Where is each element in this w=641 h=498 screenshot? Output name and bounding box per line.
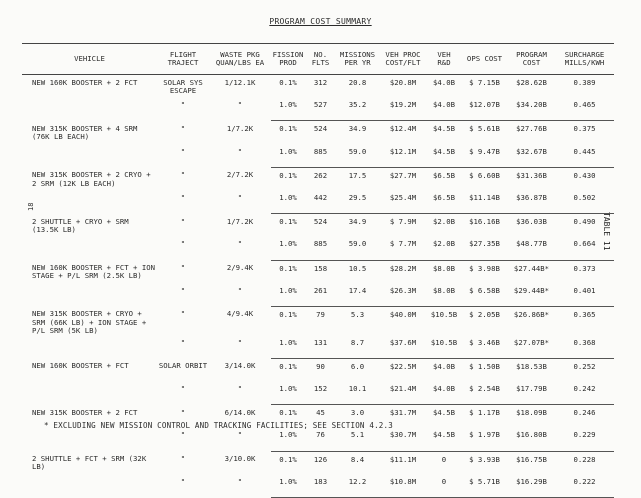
flights-cell: 90	[316, 361, 325, 371]
flight-traject-cell: SOLAR SYS ESCAPE	[163, 78, 203, 96]
table-row	[22, 214, 614, 238]
fission-cell: 1.0%	[271, 284, 305, 307]
waste-pkg-cell: "	[237, 239, 243, 249]
table-row	[22, 191, 614, 214]
flights-cell: 527	[305, 98, 336, 121]
flights-cell: 885	[305, 145, 336, 168]
ops-cost-cell: $16.16B	[469, 217, 500, 227]
table-row	[22, 75, 614, 99]
waste-pkg-cell: "	[237, 430, 243, 440]
header-missions: MISSIONS PER YR	[339, 49, 376, 67]
program-cost-cell: $27.07B*	[508, 336, 555, 359]
flight-traject-cell: "	[180, 337, 186, 347]
program-cost-cell: $27.76B	[516, 124, 547, 134]
veh-proc-cell: $22.5M	[389, 361, 417, 371]
vehicle-cell	[22, 428, 157, 451]
veh-rd-cell: $10.5B	[427, 336, 461, 359]
veh-proc-cell: $19.2M	[379, 98, 427, 121]
program-cost-cell: $28.62B	[516, 78, 547, 87]
waste-pkg-cell: "	[237, 285, 243, 295]
header-vehicle: VEHICLE	[74, 53, 105, 63]
waste-pkg-cell: "	[237, 383, 243, 393]
missions-cell: 17.4	[336, 284, 379, 307]
veh-rd-cell: $8.0B	[427, 284, 461, 307]
missions-cell: 6.0	[350, 361, 365, 371]
vehicle-cell: NEW 315K BOOSTER + CRYO + SRM (66K LB) + ION STAGE + P/L SRM (5K LB)	[32, 309, 147, 336]
veh-proc-cell: $ 7.9M	[389, 217, 417, 227]
surcharge-cell: 0.222	[555, 475, 614, 498]
ops-cost-cell: $12.07B	[461, 98, 508, 121]
flight-traject-cell: "	[180, 170, 186, 180]
missions-cell: 59.0	[336, 145, 379, 168]
ops-cost-cell: $ 6.60B	[469, 170, 500, 180]
veh-rd-cell: 0	[441, 454, 447, 464]
surcharge-cell: 0.229	[555, 428, 614, 451]
veh-proc-cell: $27.7M	[389, 170, 417, 180]
flights-cell: 885	[305, 237, 336, 260]
vehicle-cell: NEW 315K BOOSTER + 4 SRM (76K LB EACH)	[32, 123, 138, 142]
program-cost-cell: $18.53B	[516, 361, 547, 371]
table-number-label: TABLE 11	[602, 212, 611, 251]
veh-proc-cell: $12.1M	[379, 145, 427, 168]
vehicle-cell	[22, 382, 157, 405]
ops-cost-cell: $ 9.47B	[461, 145, 508, 168]
header-veh-proc: VEH PROC COST/FLT	[385, 49, 421, 67]
missions-cell: 10.5	[348, 263, 367, 273]
flight-traject-cell: "	[180, 476, 186, 486]
veh-proc-cell: $26.3M	[379, 284, 427, 307]
flight-traject-cell: SOLAR ORBIT	[158, 361, 208, 371]
program-cost-cell: $16.29B	[508, 475, 555, 498]
waste-pkg-cell: 3/14.0K	[224, 361, 256, 371]
table-row	[22, 428, 614, 451]
fission-cell: 0.1%	[279, 78, 297, 87]
flight-traject-cell: "	[180, 263, 186, 272]
flights-cell: 158	[313, 263, 328, 273]
missions-cell: 34.9	[348, 217, 367, 227]
ops-cost-cell: $ 7.15B	[469, 78, 500, 87]
flights-cell: 524	[313, 124, 328, 134]
surcharge-cell: 0.490	[573, 217, 596, 227]
vehicle-cell	[22, 237, 157, 260]
veh-proc-cell: $12.4M	[389, 124, 417, 134]
ops-cost-cell: $ 1.50B	[469, 361, 500, 371]
flight-traject-cell: "	[180, 407, 186, 417]
header-waste-pkg: WASTE PKG QUAN/LBS EA	[215, 49, 265, 67]
table-row	[22, 237, 614, 260]
flights-cell: 183	[305, 475, 336, 498]
vehicle-cell: NEW 160K BOOSTER + FCT	[32, 361, 129, 371]
veh-proc-cell: $25.4M	[379, 191, 427, 214]
header-row	[22, 44, 614, 75]
flights-cell: 76	[305, 428, 336, 451]
surcharge-cell: 0.228	[573, 454, 596, 464]
vehicle-cell: NEW 160K BOOSTER + FCT + ION STAGE + P/L SRM (2.5K LB)	[32, 263, 156, 281]
waste-pkg-cell: "	[237, 476, 243, 486]
veh-rd-cell: $4.5B	[427, 145, 461, 168]
flight-traject-cell: "	[180, 192, 186, 202]
table-row	[22, 306, 614, 335]
flights-cell: 126	[313, 454, 328, 464]
ops-cost-cell: $ 5.71B	[461, 475, 508, 498]
veh-proc-cell: $37.6M	[379, 336, 427, 359]
fission-cell: 1.0%	[271, 237, 305, 260]
fission-cell: 1.0%	[271, 382, 305, 405]
flight-traject-cell: "	[180, 309, 186, 319]
program-cost-cell: $34.20B	[508, 98, 555, 121]
veh-rd-cell: $2.0B	[427, 237, 461, 260]
surcharge-cell: 0.445	[555, 145, 614, 168]
flights-cell: 45	[316, 408, 325, 418]
surcharge-cell: 0.365	[573, 309, 596, 319]
missions-cell: 5.3	[350, 309, 365, 319]
veh-rd-cell: 0	[427, 475, 461, 498]
veh-rd-cell: $6.5B	[427, 191, 461, 214]
missions-cell: 17.5	[348, 170, 367, 180]
vehicle-cell	[22, 475, 157, 498]
veh-proc-cell: $20.8M	[389, 78, 417, 87]
surcharge-cell: 0.389	[573, 78, 596, 87]
fission-cell: 1.0%	[271, 145, 305, 168]
veh-proc-cell: $40.0M	[389, 309, 417, 319]
waste-pkg-cell: 1/7.2K	[226, 123, 254, 133]
header-flight-traject: FLIGHT TRAJECT	[167, 49, 199, 67]
table-row	[22, 145, 614, 168]
flights-cell: 261	[305, 284, 336, 307]
surcharge-cell: 0.430	[573, 170, 596, 180]
table-row	[22, 358, 614, 382]
waste-pkg-cell: 2/7.2K	[226, 170, 254, 180]
missions-cell: 59.0	[336, 237, 379, 260]
waste-pkg-cell: 1/7.2K	[226, 216, 254, 226]
flights-cell: 442	[305, 191, 336, 214]
veh-rd-cell: $8.0B	[433, 263, 455, 273]
veh-proc-cell: $31.7M	[389, 408, 417, 418]
veh-proc-cell: $11.1M	[389, 454, 417, 464]
veh-rd-cell: $10.5B	[430, 309, 458, 319]
vehicle-cell: 2 SHUTTLE + CRYO + SRM (13.5K LB)	[32, 216, 129, 235]
surcharge-cell: 0.375	[573, 124, 596, 134]
program-cost-cell: $26.86B*	[513, 309, 550, 319]
fission-cell: 1.0%	[271, 191, 305, 214]
program-cost-cell: $17.79B	[508, 382, 555, 405]
ops-cost-cell: $ 3.46B	[461, 336, 508, 359]
ops-cost-cell: $ 1.17B	[469, 408, 500, 418]
ops-cost-cell: $ 5.61B	[469, 124, 500, 134]
surcharge-cell: 0.502	[555, 191, 614, 214]
flight-traject-cell: "	[180, 216, 186, 226]
veh-rd-cell: $2.0B	[433, 217, 455, 227]
surcharge-cell: 0.242	[555, 382, 614, 405]
header-veh-rd: VEH R&D	[437, 49, 451, 67]
missions-cell: 12.2	[336, 475, 379, 498]
footnote: * EXCLUDING NEW MISSION CONTROL AND TRACKING FACILITIES; SEE SECTION 4.2.3	[44, 421, 393, 430]
program-cost-cell: $18.09B	[516, 408, 547, 418]
ops-cost-cell: $ 3.98B	[469, 263, 500, 273]
program-cost-cell: $16.80B	[508, 428, 555, 451]
flight-traject-cell: "	[180, 383, 186, 393]
fission-cell: 0.1%	[279, 361, 297, 371]
waste-pkg-cell: "	[237, 146, 243, 156]
header-ops-cost: OPS COST	[466, 53, 503, 63]
program-cost-cell: $27.44B*	[513, 263, 550, 273]
page-title: PROGRAM COST SUMMARY	[269, 17, 372, 26]
surcharge-cell: 0.465	[555, 98, 614, 121]
fission-cell: 0.1%	[279, 309, 297, 319]
veh-rd-cell: $6.5B	[433, 170, 455, 180]
vehicle-cell: NEW 315K BOOSTER + 2 CRYO + 2 SRM (12K LB EACH)	[32, 170, 151, 188]
fission-cell: 0.1%	[279, 217, 297, 227]
missions-cell: 3.0	[350, 408, 365, 418]
surcharge-cell: 0.246	[573, 408, 596, 418]
waste-pkg-cell: "	[237, 192, 243, 202]
surcharge-cell: 0.664	[555, 237, 614, 260]
program-cost-cell: $48.77B	[508, 237, 555, 260]
vehicle-cell	[22, 145, 157, 168]
fission-cell: 1.0%	[271, 475, 305, 498]
program-cost-cell: $36.03B	[516, 217, 547, 227]
vehicle-cell	[22, 191, 157, 214]
ops-cost-cell: $ 2.05B	[469, 309, 500, 319]
table-row	[22, 98, 614, 121]
flights-cell: 524	[313, 217, 328, 227]
ops-cost-cell: $ 6.58B	[461, 284, 508, 307]
surcharge-cell: 0.252	[573, 361, 596, 371]
waste-pkg-cell: "	[237, 337, 243, 347]
table-row	[22, 260, 614, 284]
vehicle-cell	[22, 336, 157, 359]
header-fission-prod: FISSION PROD	[272, 49, 304, 67]
missions-cell: 20.8	[348, 78, 367, 87]
veh-proc-cell: $28.2M	[389, 263, 417, 273]
flight-traject-cell: "	[180, 285, 186, 295]
table-row	[22, 167, 614, 191]
veh-proc-cell: $ 7.7M	[379, 237, 427, 260]
table-row	[22, 382, 614, 405]
table-row	[22, 121, 614, 145]
table-row	[22, 475, 614, 498]
ops-cost-cell: $ 2.54B	[461, 382, 508, 405]
flight-traject-cell: "	[180, 100, 186, 110]
ops-cost-cell: $27.35B	[461, 237, 508, 260]
veh-rd-cell: $4.0B	[433, 361, 455, 371]
ops-cost-cell: $ 3.93B	[469, 454, 500, 464]
missions-cell: 35.2	[336, 98, 379, 121]
flight-traject-cell: "	[180, 454, 186, 464]
vehicle-cell: NEW 160K BOOSTER + 2 FCT	[32, 78, 138, 87]
flight-traject-cell: "	[180, 239, 186, 249]
table-body	[22, 75, 614, 498]
vehicle-cell: 2 SHUTTLE + FCT + SRM (32K LB)	[32, 454, 147, 472]
waste-pkg-cell: 3/10.0K	[224, 454, 256, 464]
table-row	[22, 451, 614, 475]
program-cost-cell: $36.87B	[508, 191, 555, 214]
waste-pkg-cell: 4/9.4K	[226, 309, 254, 319]
veh-proc-cell: $21.4M	[379, 382, 427, 405]
header-no-flts: NO. FLTS	[311, 49, 330, 67]
waste-pkg-cell: 2/9.4K	[226, 263, 254, 272]
fission-cell: 1.0%	[271, 428, 305, 451]
missions-cell: 29.5	[336, 191, 379, 214]
flight-traject-cell: "	[180, 123, 186, 133]
missions-cell: 5.1	[336, 428, 379, 451]
fission-cell: 1.0%	[271, 336, 305, 359]
program-cost-cell: $29.44B*	[508, 284, 555, 307]
flight-traject-cell: "	[180, 146, 186, 156]
vehicle-cell	[22, 98, 157, 121]
veh-rd-cell: $4.0B	[427, 98, 461, 121]
flights-cell: 131	[305, 336, 336, 359]
veh-proc-cell: $30.7M	[379, 428, 427, 451]
program-cost-cell: $16.75B	[516, 454, 547, 464]
fission-cell: 0.1%	[279, 408, 297, 418]
flights-cell: 79	[316, 309, 325, 319]
missions-cell: 34.9	[348, 124, 367, 134]
vehicle-cell: NEW 315K BOOSTER + 2 FCT	[32, 407, 138, 417]
flights-cell: 312	[313, 78, 328, 87]
missions-cell: 10.1	[336, 382, 379, 405]
ops-cost-cell: $11.14B	[461, 191, 508, 214]
veh-rd-cell: $4.5B	[433, 408, 455, 418]
header-program-cost: PROGRAM COST	[516, 49, 547, 67]
fission-cell: 0.1%	[279, 124, 297, 134]
surcharge-cell: 0.373	[573, 263, 596, 273]
program-cost-cell: $32.67B	[508, 145, 555, 168]
flights-cell: 152	[305, 382, 336, 405]
fission-cell: 0.1%	[279, 454, 297, 464]
table-row	[22, 284, 614, 307]
waste-pkg-cell: 6/14.0K	[224, 407, 256, 417]
waste-pkg-cell: 1/12.1K	[224, 78, 256, 87]
fission-cell: 1.0%	[271, 98, 305, 121]
vehicle-cell	[22, 284, 157, 307]
surcharge-cell: 0.401	[555, 284, 614, 307]
missions-cell: 8.7	[336, 336, 379, 359]
surcharge-cell: 0.368	[555, 336, 614, 359]
fission-cell: 0.1%	[279, 263, 297, 273]
veh-rd-cell: $4.5B	[433, 124, 455, 134]
header-surcharge: SURCHARGE MILLS/KWH	[564, 49, 605, 67]
page-number: 18	[27, 202, 35, 211]
fission-cell: 0.1%	[279, 170, 297, 180]
missions-cell: 8.4	[350, 454, 365, 464]
waste-pkg-cell: "	[237, 100, 243, 110]
flight-traject-cell: "	[180, 430, 186, 440]
table-row	[22, 336, 614, 359]
flights-cell: 262	[313, 170, 328, 180]
ops-cost-cell: $ 1.97B	[461, 428, 508, 451]
veh-rd-cell: $4.0B	[427, 382, 461, 405]
program-cost-cell: $31.36B	[516, 170, 547, 180]
veh-rd-cell: $4.5B	[427, 428, 461, 451]
veh-proc-cell: $10.8M	[379, 475, 427, 498]
veh-rd-cell: $4.0B	[433, 78, 455, 87]
